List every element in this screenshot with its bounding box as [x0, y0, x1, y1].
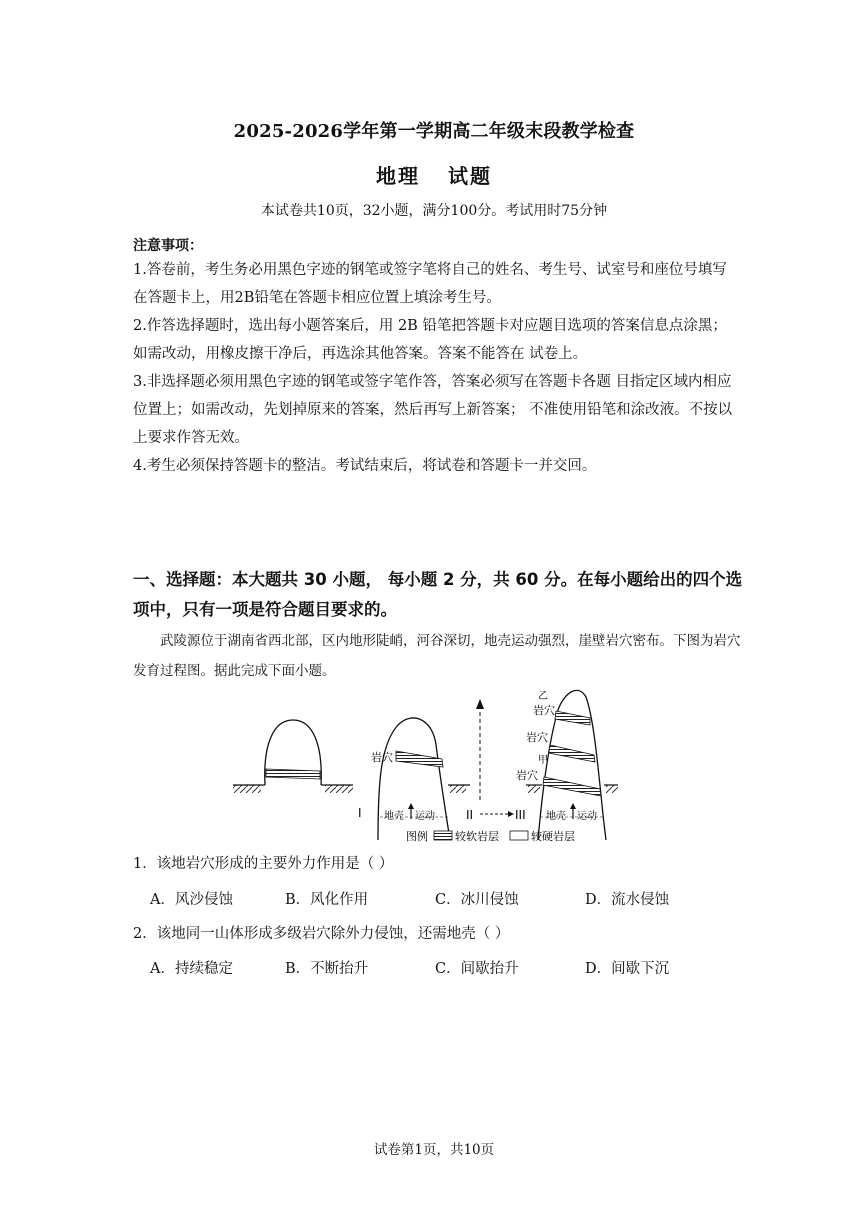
option-c[interactable]: C．冰川侵蚀 — [435, 892, 519, 908]
stage-label-two: II — [466, 808, 474, 822]
option-b[interactable]: B．不断抬升 — [285, 961, 369, 977]
option-a[interactable]: A．风沙侵蚀 — [150, 892, 233, 908]
notice-item: 4.考生必须保持答题卡的整洁。考试结束后，将试卷和答题卡一并交回。 — [133, 458, 597, 474]
option-d[interactable]: D．流水侵蚀 — [585, 892, 670, 908]
crust-label-three: 地壳 — [546, 811, 566, 822]
question-2-stem: 2．该地同一山体形成多级岩穴除外力侵蚀，还需地壳（ ） — [133, 926, 510, 942]
paper-type: 试题 — [448, 164, 492, 188]
option-d[interactable]: D．间歇下沉 — [585, 961, 670, 977]
option-c[interactable]: C．间歇抬升 — [435, 961, 519, 977]
notice-heading: 注意事项： — [133, 238, 203, 254]
legend-label: 图例 — [406, 830, 428, 843]
cave-label-middle: 岩穴 — [526, 731, 548, 744]
divider-arrowhead — [476, 699, 484, 709]
cave-label-yi: 岩穴 — [533, 704, 555, 717]
movement-label-three: 运动 — [577, 811, 597, 822]
crust-label-two: 地壳 — [384, 811, 404, 822]
option-a[interactable]: A．持续稳定 — [150, 961, 233, 977]
question-1-stem: 1．该地岩穴形成的主要外力作用是（ ） — [133, 856, 394, 872]
cave-label-jia: 岩穴 — [516, 769, 538, 782]
cave-jia-marker: 甲 — [538, 755, 548, 766]
option-b[interactable]: B．风化作用 — [285, 892, 369, 908]
subject-name: 地理 — [376, 164, 420, 188]
section-heading: 一、选择题：本大题共 30 小题， 每小题 2 分，共 60 分。在每小题给出的四个选项中，只有一项是符合题目要求的。 — [133, 570, 743, 619]
legend-hard-swatch — [510, 831, 528, 840]
notice-item: 1.答卷前，考生务必用黑色字迹的钢笔或签字笔将自己的姓名、考生号、试室号和座位号填写在答题卡上，用2B铅笔在答题卡相应位置上填涂考生号。 — [133, 262, 727, 306]
notice-item: 2.作答选择题时，选出每小题答案后，用 2B 铅笔把答题卡对应题目选项的答案信息点涂黑；如需改动，用橡皮擦干净后，再选涂其他答案。答案不能答在 试卷上。 — [133, 318, 727, 362]
notice-item: 3.非选择题必须用黑色字迹的钢笔或签字笔作答，答案必须写在答题卡各题 目指定区域内相应位置上；如需改动，先划掉原来的答案，然后再写上新答案； 不准使用铅笔和涂改液。不按以上要求作答无效。 — [133, 374, 733, 446]
cave-development-figure — [228, 685, 618, 850]
cave-label-two: 岩穴 — [371, 751, 393, 764]
page-footer: 试卷第1页，共10页 — [373, 1142, 495, 1158]
legend-soft-label: 较软岩层 — [455, 830, 499, 843]
stage-one-mountain — [233, 720, 353, 793]
exam-info: 本试卷共10页，32小题，满分100分。考试用时75分钟 — [260, 203, 608, 219]
stage-label-one: I — [358, 806, 362, 820]
stage-label-three: III — [515, 808, 526, 822]
subject-title — [0, 160, 868, 189]
intro-text: 武陵源位于湖南省西北部，区内地形陡峭，河谷深切，地壳运动强烈，崖壁岩穴密布。下图为岩穴发育过程图。据此完成下面小题。 — [133, 633, 741, 679]
question-intro — [133, 626, 743, 686]
legend-hard-label: 较硬岩层 — [531, 830, 575, 843]
movement-label-two: 运动 — [415, 811, 435, 822]
legend-soft-swatch — [434, 831, 452, 840]
cave-yi-marker: 乙 — [538, 691, 548, 702]
notice-list — [133, 256, 738, 480]
transition-arrowhead — [508, 811, 514, 817]
exam-title: 2025-2026学年第一学期高二年级末段教学检查 — [233, 121, 635, 142]
